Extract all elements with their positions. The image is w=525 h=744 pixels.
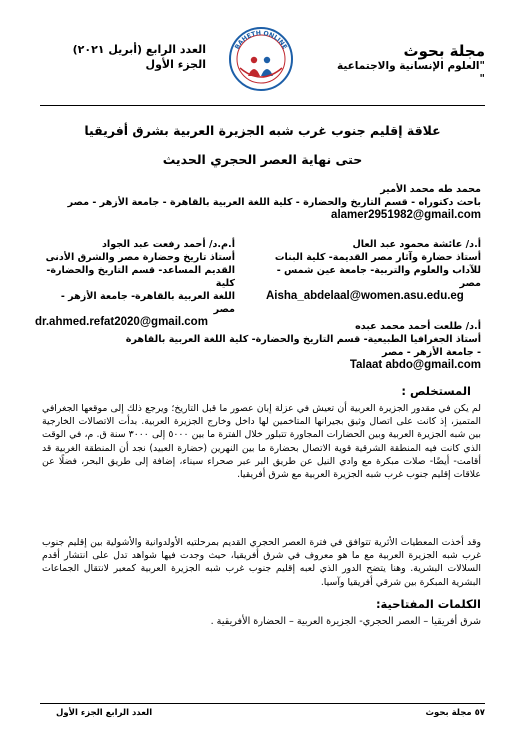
keywords-text: شرق أفريقيا – العصر الحجري- الجزيرة العربية – الحضارة الأفريقية . [210,616,481,627]
abstract-heading: المستخلص : [401,384,471,398]
author-name: أ.د/ عائشة محمود عبد العال [352,239,481,250]
author-affiliation-line: أستاذ الجغرافيا الطبيعية- قسم التاريخ والحضارة- كلية اللغة العربية بالقاهرة [125,334,481,345]
author-affiliation-line: القديم المساعد- قسم التاريخ والحضارة- كلية [46,265,235,289]
footer-issue: العدد الرابع الجزء الأول [56,708,153,718]
issue-part: الجزء الأول [145,58,206,71]
author-block-2 [266,238,481,303]
author-affiliation: باحث دكتوراه - قسم التاريخ والحضارة - كلية اللغة العربية بالقاهرة - جامعة الأزهر - مصر [67,197,481,208]
author-block-3 [35,238,235,329]
author-affiliation-line: - جامعة الأزهر - مصر [382,347,481,358]
footer-page-journal: ٥٧ مجلة بحوث [425,708,485,718]
author-email[interactable]: Aisha_abdelaal@women.asu.edu.eg [266,290,464,302]
abstract-paragraph-2: وقد أخذت المعطيات الأثرية تتوافق في فترة العصر الحجري القديم بمرحلتيه الأولدوانية والأشولية بين إقليم جنوب غرب شبه الجزيرة العربية مع ما هو معروف في شرق أفريقيا، حيث وجدت فيها شواهد تدل على انتشار أقدم السلالات البشرية. وهنا يتضح الدور الذي لعبه إقليم جنوب غرب شبه الجزيرة العربية كمعبر لانتقال الجماعات البشرية المبكرة بين شرقي أفريقيا وآسيا. [42,537,481,588]
logo-text: BAHETH ONLINE [233,29,289,51]
author-block-4 [121,320,481,372]
journal-header [335,42,485,86]
header-divider [40,105,485,106]
issue-info [56,42,206,72]
journal-subtitle: "العلوم الإنسانية والاجتماعية " [336,60,485,85]
issue-number: العدد الرابع (أبريل ٢٠٢١) [72,43,206,56]
author-affiliation-line: أستاذ حضارة وآثار مصر القديمة- كلية البنات [274,252,481,263]
footer-divider [40,703,485,704]
author-affiliation-line: أستاذ تاريخ وحضارة مصر والشرق الأدنى [45,252,235,263]
author-name: محمد طه محمد الأمير [380,184,481,195]
author-affiliation-line: مصر [459,278,481,289]
author-name: أ.م.د/ أحمد رفعت عبد الجواد [102,239,235,250]
author-email[interactable]: dr.ahmed.refat2020@gmail.com [35,316,208,328]
author-affiliation-line: مصر [213,304,235,315]
author-affiliation-line: للآداب والعلوم والتربية- جامعة عين شمس - [276,265,481,276]
author-block-1 [61,183,481,222]
abstract-paragraph-1: لم يكن في مقدور الجزيرة العربية أن تعيش في عزلة إبان عصور ما قبل التاريخ؛ ويرجع ذلك إلى موقعها الجغرافي المتميز، إذ كانت على اتصال وثيق بجيرانها المتاخمين لها داخل وخارج الجزيرة العربية. بدأت الاتصالات الخارجية بين شبه الجزيرة العربية وبين الحضارات المجاورة تتبلور خلال الفترة ما بين ٥٠٠٠ إلى ٣٠٠٠ سنة ق. م، في الوقت الذي كانت فيه المنطقة الشرقية قوية الاتصال بحضارة ما بين النهرين (حضارة العبيد) نجد أن المنطقة الغربية قد أقامت- أيضًا- صلات مبكرة مع وادي النيل عن طريق البر عبر صحراء سيناء، إضافة إلى طريق البحر، فضلًا عن علاقات إقليم جنوب غرب شبه الجزيرة العربية مع شرق أفريقيا. [42,403,482,481]
paper-subtitle: حتى نهاية العصر الحجري الحديث [162,152,363,167]
author-affiliation-line: اللغة العربية بالقاهرة- جامعة الأزهر - [60,291,235,302]
journal-logo [226,24,296,94]
author-email[interactable]: alamer2951982@gmail.com [331,209,481,221]
keywords-heading: الكلمات المفتاحية: [375,597,481,611]
journal-name: مجلة بحوث [403,42,485,60]
author-email[interactable]: Talaat abdo@gmail.com [349,359,481,371]
logo-emblem-icon [226,24,296,94]
author-name: أ.د/ طلعت أحمد محمد عبده [355,321,481,332]
paper-title: علاقة إقليم جنوب غرب شبه الجزيرة العربية بشرق أفريقيا [84,123,441,138]
